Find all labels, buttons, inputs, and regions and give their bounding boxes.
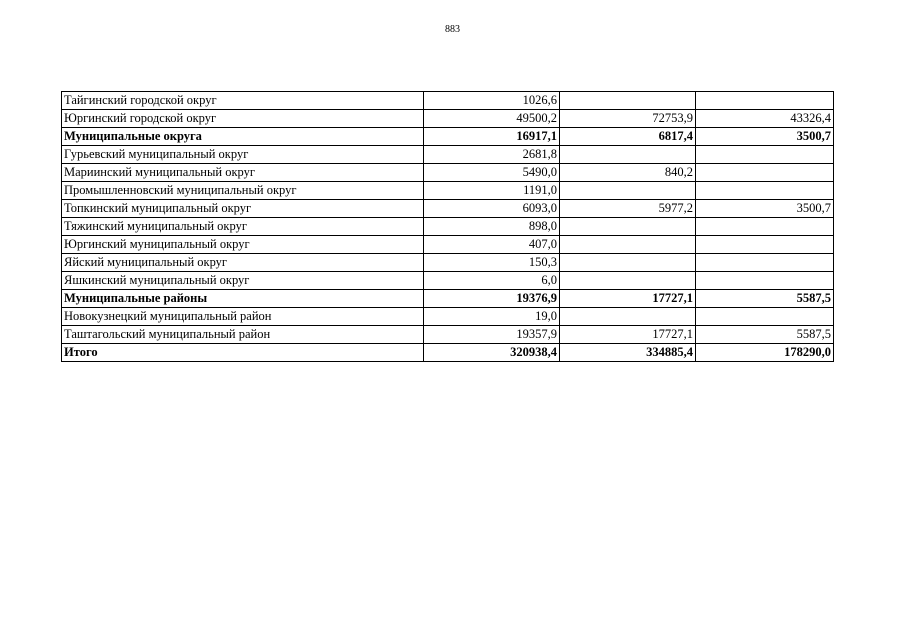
row-value-2-cell — [560, 308, 696, 326]
row-name-cell: Юргинский городской округ — [62, 110, 424, 128]
row-value-1-cell: 6,0 — [424, 272, 560, 290]
row-name-cell: Тяжинский муниципальный округ — [62, 218, 424, 236]
row-value-1-cell: 16917,1 — [424, 128, 560, 146]
row-value-2-cell — [560, 236, 696, 254]
table-row — [62, 236, 834, 254]
row-value-2-cell — [560, 146, 696, 164]
row-value-2-cell: 6817,4 — [560, 128, 696, 146]
row-value-1-cell: 150,3 — [424, 254, 560, 272]
table-row — [62, 290, 834, 308]
table-row — [62, 344, 834, 362]
row-name-cell: Таштагольский муниципальный район — [62, 326, 424, 344]
row-value-2-cell — [560, 92, 696, 110]
row-value-3-cell: 5587,5 — [696, 290, 834, 308]
row-name-cell: Тайгинский городской округ — [62, 92, 424, 110]
row-value-3-cell — [696, 92, 834, 110]
row-value-2-cell: 17727,1 — [560, 290, 696, 308]
row-value-3-cell — [696, 272, 834, 290]
row-value-1-cell: 1191,0 — [424, 182, 560, 200]
row-value-3-cell: 178290,0 — [696, 344, 834, 362]
row-value-1-cell: 5490,0 — [424, 164, 560, 182]
table-row — [62, 200, 834, 218]
row-value-3-cell — [696, 254, 834, 272]
row-name-cell: Новокузнецкий муниципальный район — [62, 308, 424, 326]
row-value-3-cell — [696, 218, 834, 236]
table-row — [62, 218, 834, 236]
table-row — [62, 182, 834, 200]
row-value-1-cell: 19376,9 — [424, 290, 560, 308]
row-value-1-cell: 49500,2 — [424, 110, 560, 128]
table-row — [62, 128, 834, 146]
row-value-1-cell: 1026,6 — [424, 92, 560, 110]
row-name-cell: Яшкинский муниципальный округ — [62, 272, 424, 290]
table-body — [62, 92, 834, 362]
row-name-cell: Топкинский муниципальный округ — [62, 200, 424, 218]
table-row — [62, 164, 834, 182]
row-value-1-cell: 19357,9 — [424, 326, 560, 344]
row-value-1-cell: 2681,8 — [424, 146, 560, 164]
row-value-2-cell: 17727,1 — [560, 326, 696, 344]
table-row — [62, 110, 834, 128]
row-value-3-cell — [696, 146, 834, 164]
row-value-2-cell: 72753,9 — [560, 110, 696, 128]
row-value-3-cell — [696, 236, 834, 254]
row-name-cell: Промышленновский муниципальный округ — [62, 182, 424, 200]
row-value-3-cell — [696, 164, 834, 182]
row-value-3-cell: 43326,4 — [696, 110, 834, 128]
row-value-1-cell: 898,0 — [424, 218, 560, 236]
table-row — [62, 92, 834, 110]
page-number: 883 — [445, 24, 460, 35]
row-value-3-cell: 3500,7 — [696, 128, 834, 146]
row-name-cell: Итого — [62, 344, 424, 362]
row-value-3-cell — [696, 308, 834, 326]
row-name-cell: Яйский муниципальный округ — [62, 254, 424, 272]
row-value-1-cell: 407,0 — [424, 236, 560, 254]
row-name-cell: Мариинский муниципальный округ — [62, 164, 424, 182]
row-value-2-cell: 334885,4 — [560, 344, 696, 362]
table-row — [62, 308, 834, 326]
row-name-cell: Гурьевский муниципальный округ — [62, 146, 424, 164]
row-value-2-cell — [560, 182, 696, 200]
row-value-3-cell: 3500,7 — [696, 200, 834, 218]
row-value-1-cell: 6093,0 — [424, 200, 560, 218]
row-value-2-cell: 840,2 — [560, 164, 696, 182]
table-row — [62, 272, 834, 290]
row-value-1-cell: 320938,4 — [424, 344, 560, 362]
row-value-2-cell — [560, 254, 696, 272]
row-name-cell: Юргинский муниципальный округ — [62, 236, 424, 254]
row-value-3-cell — [696, 182, 834, 200]
budget-table — [61, 91, 834, 362]
row-value-3-cell: 5587,5 — [696, 326, 834, 344]
row-value-2-cell: 5977,2 — [560, 200, 696, 218]
row-name-cell: Муниципальные районы — [62, 290, 424, 308]
row-value-2-cell — [560, 272, 696, 290]
table-row — [62, 146, 834, 164]
row-value-1-cell: 19,0 — [424, 308, 560, 326]
table-row — [62, 326, 834, 344]
row-value-2-cell — [560, 218, 696, 236]
row-name-cell: Муниципальные округа — [62, 128, 424, 146]
table-row — [62, 254, 834, 272]
